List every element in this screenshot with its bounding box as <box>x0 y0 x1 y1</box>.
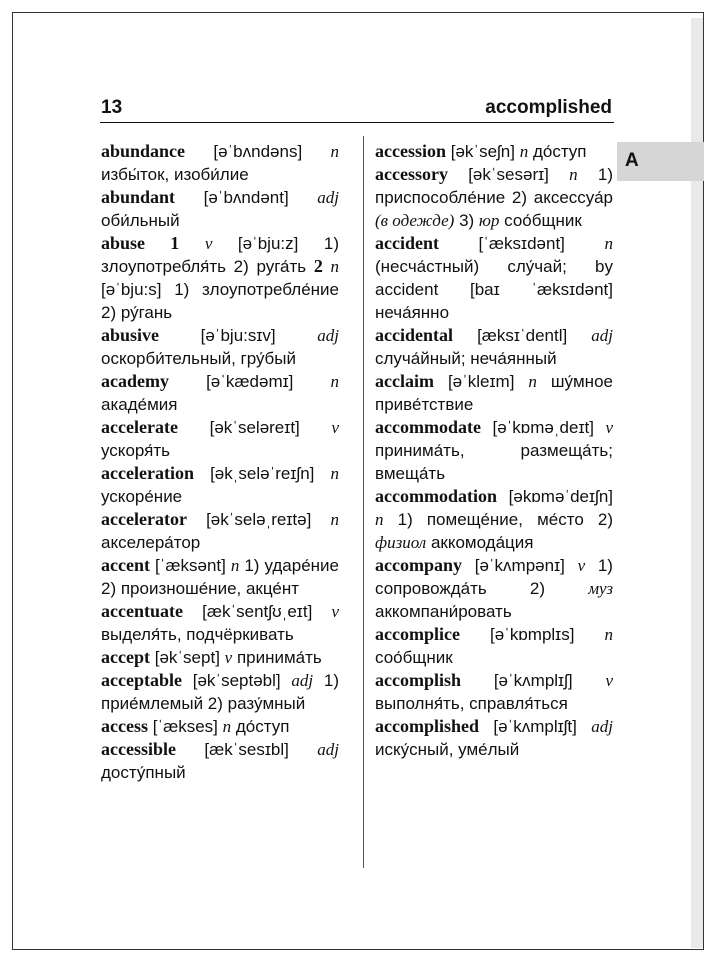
headword: accomplished <box>375 716 480 736</box>
definition: акселера́тор <box>101 533 201 552</box>
definition: 1) помеще́ние, ме́сто 2) <box>397 510 613 529</box>
transcription: [əˈkleɪm] <box>447 372 515 391</box>
part-of-speech: n <box>222 717 232 736</box>
headword: accessory <box>375 164 448 184</box>
part-of-speech: v <box>224 648 233 667</box>
part-of-speech: n <box>230 556 240 575</box>
transcription: [əˈbju:sɪv] <box>200 326 276 345</box>
definition: аккомода́ция <box>430 533 534 552</box>
domain-label: муз <box>588 579 613 598</box>
part-of-speech: n <box>330 257 339 276</box>
transcription: [əˈkʌmpənɪ] <box>474 556 565 575</box>
dictionary-entry <box>101 462 339 508</box>
page-number: 13 <box>101 97 123 118</box>
headword: accomplish <box>375 670 462 690</box>
transcription: [æksɪˈdentl] <box>477 326 568 345</box>
right-column <box>375 140 613 761</box>
transcription: [əkˈsesərɪ] <box>468 165 549 184</box>
transcription: [əkɒməˈdeɪʃn] <box>508 487 613 506</box>
definition: оскорби́тельный, гру́бый <box>101 349 296 368</box>
headword: abuse 1 <box>101 233 180 253</box>
dictionary-entry <box>101 669 339 715</box>
headword: accessible <box>101 739 176 759</box>
part-of-speech: adj <box>291 671 314 690</box>
dictionary-entry <box>375 416 613 485</box>
dictionary-entry <box>101 232 339 324</box>
transcription: [ækˈsentʃʊˌeɪt] <box>202 602 313 621</box>
definition: ускоря́ть <box>101 441 171 460</box>
definition: принима́ть, размеща́ть; вмеща́ть <box>375 441 613 483</box>
part-of-speech: n <box>528 372 537 391</box>
definition: шу́мное приве́тствие <box>375 372 613 414</box>
definition: до́ступ <box>235 717 290 736</box>
transcription: [əˈbju:z] <box>237 234 299 253</box>
headword: abusive <box>101 325 160 345</box>
transcription: [əkˈseləˌreɪtə] <box>206 510 312 529</box>
part-of-speech: v <box>605 418 613 437</box>
transcription: [ˈæksənt] <box>154 556 226 575</box>
part-of-speech: n <box>330 464 339 483</box>
dictionary-entry <box>375 554 613 623</box>
definition: соо́бщник <box>375 648 453 667</box>
definition: 1) злоупотребле́ние 2) ру́гань <box>101 280 339 322</box>
definition: (несча́стный) слу́чай; by accident [baɪ ˈæksɪdənt] неча́янно <box>375 257 613 322</box>
thumb-index-letter: A <box>625 150 639 171</box>
transcription: [əˈbju:s] <box>101 280 162 299</box>
transcription: [əkˌseləˈreɪʃn] <box>210 464 315 483</box>
definition: оби́льный <box>101 211 180 230</box>
definition: избы́ток, изоби́лие <box>101 165 249 184</box>
dictionary-entry <box>375 715 613 761</box>
headword: acceleration <box>101 463 194 483</box>
headword: access <box>101 716 148 736</box>
part-of-speech: v <box>204 234 213 253</box>
part-of-speech: n <box>604 625 613 644</box>
definition: 1) злоупотребля́ть 2) руга́ть <box>101 234 339 276</box>
part-of-speech: v <box>577 556 586 575</box>
headword-sense-number: 2 <box>313 256 323 276</box>
dictionary-entry <box>101 140 339 186</box>
dictionary-entry <box>375 140 613 163</box>
domain-label: физиол <box>375 533 427 552</box>
dictionary-entry <box>375 163 613 232</box>
headword: academy <box>101 371 169 391</box>
dictionary-entry <box>101 416 339 462</box>
headword: accomplice <box>375 624 460 644</box>
transcription: [əˈkʌmplɪʃ] <box>493 671 573 690</box>
transcription: [ækˈsesɪbl] <box>204 740 289 759</box>
definition: принима́ть <box>236 648 322 667</box>
transcription: [əkˈseləreɪt] <box>209 418 300 437</box>
part-of-speech: n <box>330 372 339 391</box>
transcription: [əˈkɒməˌdeɪt] <box>492 418 594 437</box>
dictionary-entry <box>375 324 613 370</box>
part-of-speech: adj <box>317 188 339 207</box>
definition: выделя́ть, подчёркивать <box>101 625 294 644</box>
dictionary-entry <box>101 324 339 370</box>
running-head: accomplished <box>485 97 612 118</box>
part-of-speech: n <box>375 510 384 529</box>
transcription: [ˈækses] <box>152 717 218 736</box>
definition: соо́бщник <box>504 211 582 230</box>
dictionary-entry <box>101 715 339 738</box>
transcription: [ˈæksɪdənt] <box>478 234 565 253</box>
transcription: [əˈbʌndəns] <box>213 142 303 161</box>
part-of-speech: v <box>605 671 613 690</box>
part-of-speech: n <box>604 234 613 253</box>
part-of-speech: adj <box>317 326 339 345</box>
definition: до́ступ <box>532 142 587 161</box>
part-of-speech: v <box>331 418 339 437</box>
transcription: [əˈkɒmplɪs] <box>490 625 575 644</box>
headword: accept <box>101 647 150 667</box>
dictionary-entry <box>101 554 339 600</box>
part-of-speech: n <box>569 165 578 184</box>
headword: abundance <box>101 141 186 161</box>
transcription: [əkˈsept] <box>154 648 220 667</box>
definition: 1) ударе́ние 2) произноше́ние, акце́нт <box>101 556 340 598</box>
transcription: [əkˈseptəbl] <box>192 671 281 690</box>
transcription: [əˈkʌmplɪʃt] <box>493 717 577 736</box>
transcription: [əˈbʌndənt] <box>203 188 289 207</box>
headword: acceptable <box>101 670 182 690</box>
definition: иску́сный, уме́лый <box>375 740 520 759</box>
transcription: [əˈkædəmɪ] <box>206 372 294 391</box>
headword: acclaim <box>375 371 434 391</box>
headword: accentuate <box>101 601 183 621</box>
domain-label: юр <box>478 211 500 230</box>
headword: accelerator <box>101 509 187 529</box>
dictionary-entry <box>101 508 339 554</box>
dictionary-entry <box>375 370 613 416</box>
header-rule <box>100 122 614 123</box>
definition: 3) <box>459 211 475 230</box>
definition: аккомпани́ровать <box>375 602 512 621</box>
dictionary-entry <box>101 186 339 232</box>
dictionary-entry <box>375 669 613 715</box>
definition: досту́пный <box>101 763 186 782</box>
headword: accent <box>101 555 150 575</box>
dictionary-entry <box>375 623 613 669</box>
headword: abundant <box>101 187 176 207</box>
definition: 1) сопровожда́ть 2) <box>375 556 613 598</box>
column-divider <box>363 136 364 868</box>
thumb-index-tab <box>617 142 704 181</box>
part-of-speech: adj <box>591 326 613 345</box>
definition: случа́йный; неча́янный <box>375 349 557 368</box>
part-of-speech: adj <box>591 717 613 736</box>
dictionary-entry <box>375 232 613 324</box>
headword: accidental <box>375 325 453 345</box>
definition: 1) приспособле́ние 2) аксессуа́р <box>375 165 613 207</box>
definition: 1) прие́млемый 2) разу́мный <box>101 671 339 713</box>
part-of-speech: n <box>330 142 339 161</box>
transcription: [əkˈseʃn] <box>450 142 515 161</box>
headword: accompany <box>375 555 462 575</box>
headword: accident <box>375 233 439 253</box>
left-column <box>101 140 339 784</box>
part-of-speech: n <box>519 142 529 161</box>
headword: accelerate <box>101 417 178 437</box>
headword: accession <box>375 141 446 161</box>
definition: ускоре́ние <box>101 487 183 506</box>
definition: выполня́ть, справля́ться <box>375 694 568 713</box>
headword: accommodate <box>375 417 481 437</box>
dictionary-entry <box>101 738 339 784</box>
usage-gloss: (в одежде) <box>375 211 455 230</box>
dictionary-entry <box>101 646 339 669</box>
part-of-speech: n <box>330 510 339 529</box>
dictionary-entry <box>101 600 339 646</box>
headword: accommodation <box>375 486 497 506</box>
dictionary-entry <box>375 485 613 554</box>
part-of-speech: adj <box>317 740 339 759</box>
part-of-speech: v <box>331 602 339 621</box>
dictionary-entry <box>101 370 339 416</box>
definition: акаде́мия <box>101 395 178 414</box>
